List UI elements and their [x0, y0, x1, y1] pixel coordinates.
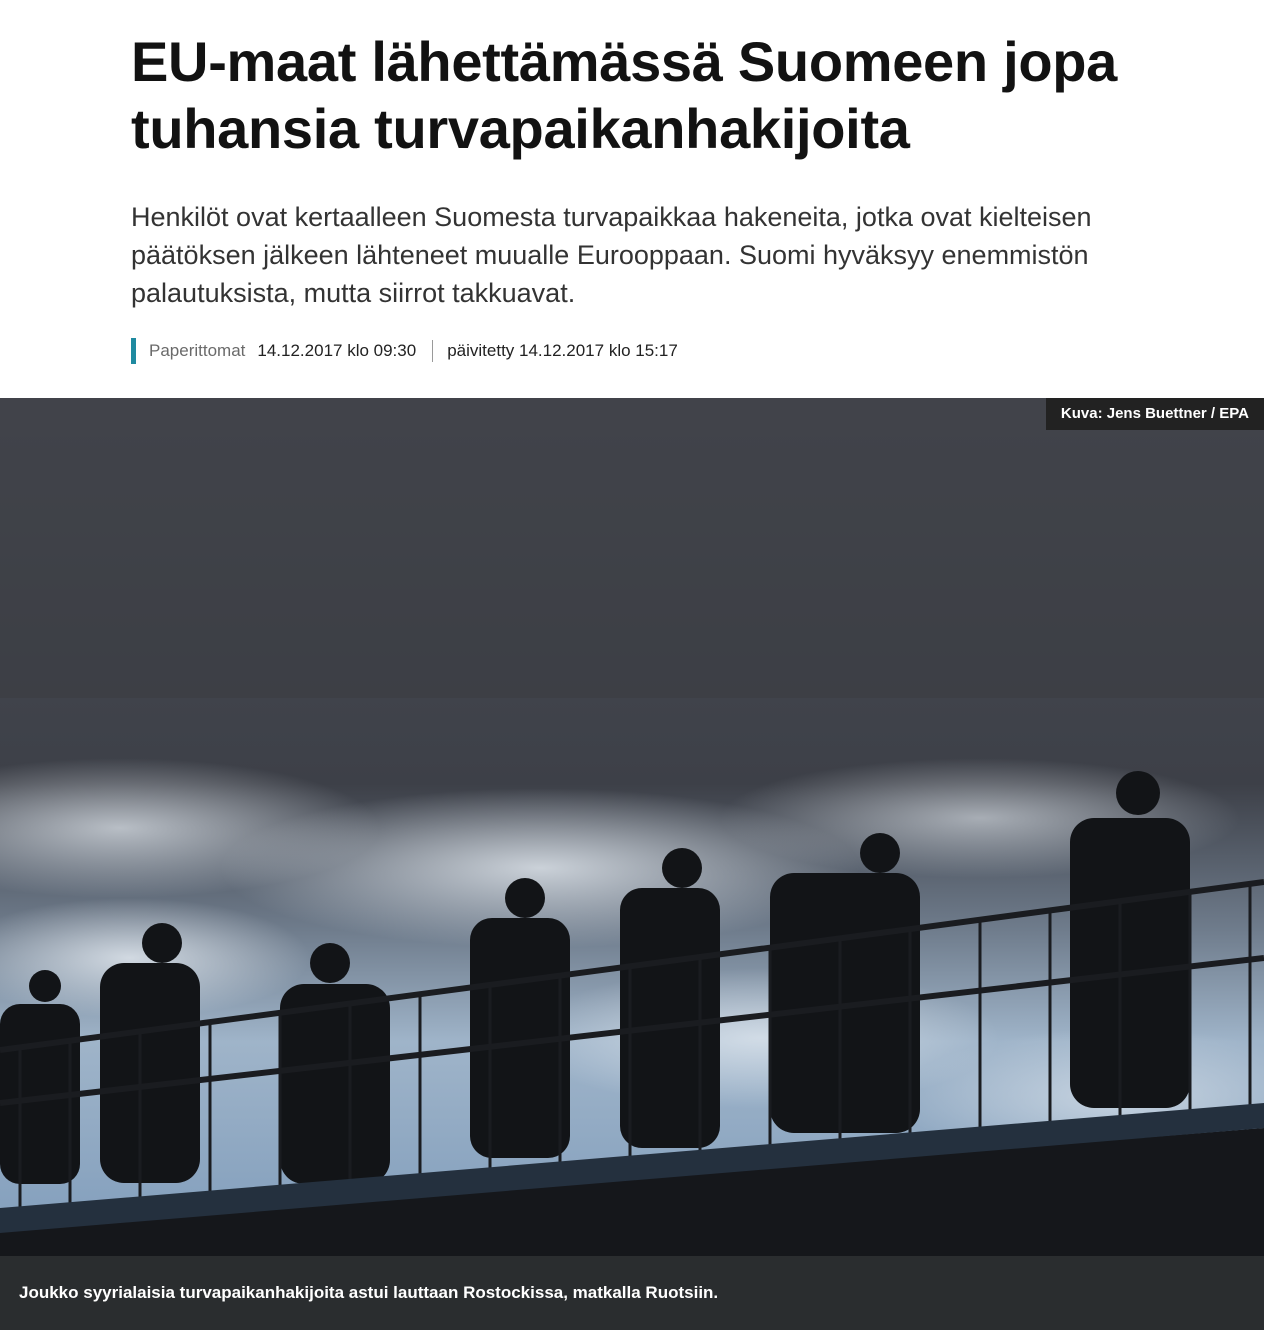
- headline: EU-maat lähettämässä Suomeen jopa tuhansia turvapaikanhakijoita: [131, 30, 1117, 160]
- updated-time: päivitetty 14.12.2017 klo 15:17: [447, 341, 678, 360]
- hero-image: [0, 398, 1264, 1256]
- published-time: 14.12.2017 klo 09:30: [257, 341, 417, 360]
- article-header: [0, 0, 1264, 364]
- image-caption: Joukko syyrialaisia turvapaikanhakijoita astui lauttaan Rostockissa, matkalla Ruotsiin.: [0, 1256, 1264, 1330]
- category-link[interactable]: Paperittomat: [149, 341, 246, 360]
- photo-credit: Kuva: Jens Buettner / EPA: [1046, 398, 1264, 430]
- meta-divider: [432, 340, 433, 362]
- category-accent-bar: [131, 338, 136, 364]
- article-meta: [131, 338, 1264, 364]
- hero-photo: [0, 398, 1264, 1256]
- lead-paragraph: Henkilöt ovat kertaalleen Suomesta turvapaikkaa hakeneita, jotka ovat kielteisen päätöksen jälkeen lähteneet muualle Eurooppaan. Suomi hyväksyy enemmistön palautuksista, mutta siirrot takkuavat.: [131, 202, 1092, 308]
